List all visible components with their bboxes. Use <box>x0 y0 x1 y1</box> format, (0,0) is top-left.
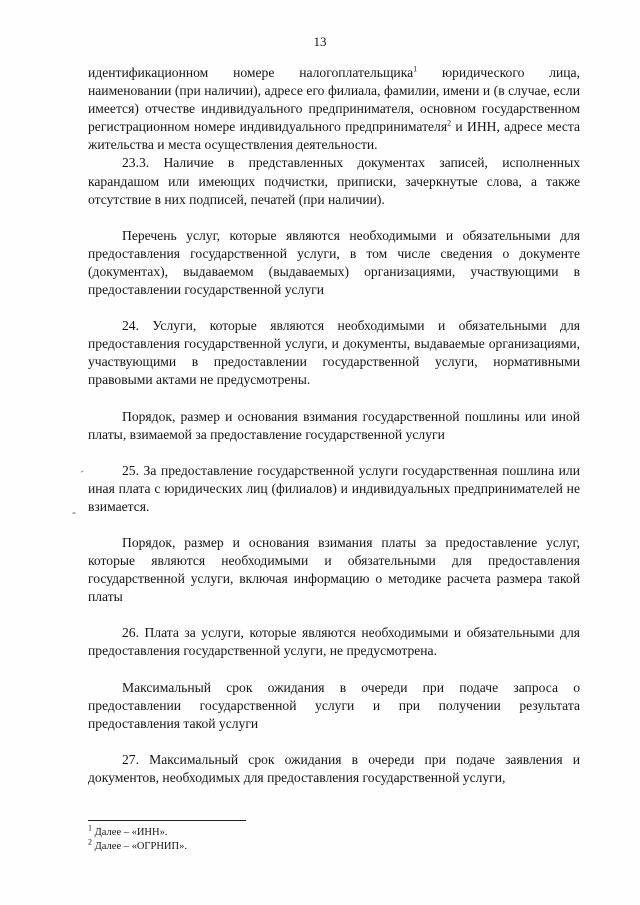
scan-mark: ˊ <box>80 468 84 482</box>
page-number: 13 <box>313 34 327 49</box>
footnote-text: Далее – «ОГРНИП». <box>92 841 187 852</box>
footnote-number: 2 <box>88 837 92 847</box>
paragraph-text: юридического лица, наименовании (при наличии), адресе его филиала, фамилии, имени и (в случае, если имеется) отчестве индивидуального предпринимателя, основном государственном регистрационном номере индивидуального предпринимателя <box>88 65 580 135</box>
footnote-text: Далее – «ИНН». <box>92 827 168 838</box>
heading-required-services: Перечень услуг, которые являются необходимыми и обязательными для предоставления государственной услуги, в том числе сведения о документе (документах), выдаваемом (выдаваемых) организациями, участвующими в предоставлении государственной услуги <box>88 227 580 298</box>
paragraph-23-3: 23.3. Наличие в представленных документах записей, исполненных карандашом или имеющих подчистки, приписки, зачеркнутые слова, а также отсутствие в них подписей, печатей (при наличии). <box>88 155 580 207</box>
footnote-ref-2: 2 <box>447 118 452 128</box>
scan-mark: ‐ <box>72 505 76 519</box>
footnote-2 <box>88 837 187 854</box>
heading-queue-time: Максимальный срок ожидания в очереди при подаче запроса о предоставлении государственной услуги и при получении результата предоставления такой услуги <box>88 679 580 731</box>
heading-state-fee: Порядок, размер и основания взимания государственной пошлины или иной платы, взимаемой за предоставление государственной услуги <box>88 408 580 442</box>
document-body <box>88 64 580 787</box>
paragraph-text: и ИНН, адресе места жительства и места осуществления деятельности. <box>88 119 581 153</box>
paragraph-text: идентификационном номере налогоплательщика <box>88 65 414 80</box>
paragraph-26: 26. Плата за услуги, которые являются необходимыми и обязательными для предоставления государственной услуги, не предусмотрена. <box>88 625 580 659</box>
footnote-divider <box>88 820 246 821</box>
paragraph-24: 24. Услуги, которые являются необходимыми и обязательными для предоставления государственной услуги, и документы, выдаваемые организациями, участвующими в предоставлении государственной услуги, нормативными правовыми актами не предусмотрены. <box>88 318 580 388</box>
paragraph-25: 25. За предоставление государственной услуги государственная пошлина или иная плата с юридических лиц (филиалов) и индивидуальных предпринимателей не взимается. <box>88 462 580 514</box>
paragraph-taxpayer-info <box>88 64 580 154</box>
heading-fee-for-services: Порядок, размер и основания взимания платы за предоставление услуг, которые являются необходимыми и обязательными для предоставления государственной услуги, включая информацию о методике расчета размера такой платы <box>88 534 580 605</box>
footnote-number: 1 <box>88 823 92 833</box>
footnote-1 <box>88 823 168 840</box>
footnote-ref-1: 1 <box>413 64 418 74</box>
paragraph-27: 27. Максимальный срок ожидания в очереди при подаче заявления и документов, необходимых для предоставления государственной услуги, <box>88 751 580 785</box>
